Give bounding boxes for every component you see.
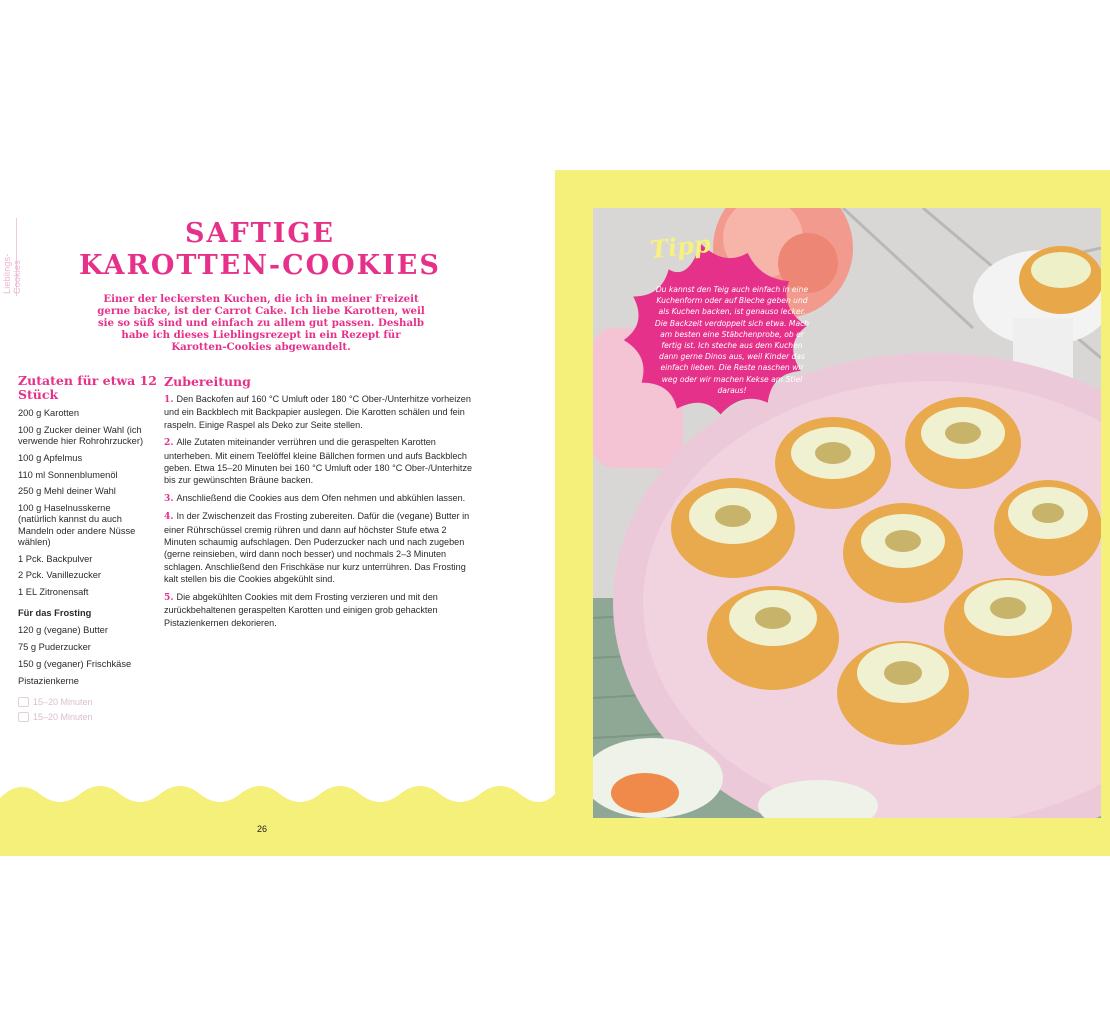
ingredient-item: 100 g Zucker deiner Wahl (ich verwende hier Rohrohrzucker) [18, 424, 144, 446]
yellow-wave-border [0, 778, 555, 856]
ingredient-item: 100 g Haselnusskerne (natürlich kannst du auch Mandeln oder andere Nüsse wählen) [18, 503, 136, 547]
frosting-heading: Für das Frosting [18, 608, 92, 619]
tip-label: Tipp [648, 228, 712, 265]
preparation-steps [164, 393, 476, 634]
recipe-title-line1: SAFTIGE [185, 218, 335, 249]
frosting-item: 75 g Puderzucker [18, 641, 91, 652]
recipe-title [60, 218, 460, 282]
whisk-icon [18, 697, 29, 707]
step-item [164, 591, 476, 629]
ingredient-item: 1 Pck. Backpulver [18, 553, 93, 564]
bake-time-row [18, 709, 93, 724]
step-item [164, 393, 476, 431]
step-text: Die abgekühlten Cookies mit dem Frosting verzieren und mit den zurückbehaltenen geraspelten Karotten und einigen grob gehackten Pistazienkernen dekorieren. [164, 591, 438, 628]
step-text: Den Backofen auf 160 °C Umluft oder 180 °C Ober-/Unterhitze vorheizen und ein Backblech mit Backpapier auslegen. Die Karotten schälen und fein raspeln. Einige Raspel als Deko zur Seite stellen. [164, 394, 471, 430]
side-tab-label: Lieblings-Cookies [2, 253, 22, 294]
ingredients-list [18, 408, 146, 692]
ingredients-heading: Zutaten für etwa 12 Stück [18, 373, 157, 402]
ingredient-item: 110 ml Sonnenblumenöl [18, 469, 118, 480]
step-number: 1. [164, 394, 174, 405]
step-item [164, 492, 476, 505]
ingredient-item: 2 Pck. Vanillezucker [18, 570, 102, 581]
preparation-heading: Zubereitung [164, 374, 251, 389]
step-text: Anschließend die Cookies aus dem Ofen nehmen und abkühlen lassen. [176, 492, 466, 503]
step-text: In der Zwischenzeit das Frosting zubereiten. Dafür die (vegane) Butter in einer Rührschüssel cremig rühren und dann auf höchster Stufe etwa 2 Minuten schaumig aufschlagen. Den Puderzucker nach und nach zugeben (gerne reinsieben, wird dann noch besser) und nochmals 2–3 Minuten schlagen. Anschließend den Frischkäse nur kurz unterrühren. Das Frosting kalt stellen bis die Cookies abgekühlt sind. [164, 511, 470, 585]
ingredient-item: 250 g Mehl deiner Wahl [18, 486, 116, 497]
right-page [555, 170, 1110, 856]
step-text: Alle Zutaten miteinander verrühren und die geraspelten Karotten unterheben. Mit einem Teelöffel kleine Bällchen formen und aufs Backblech geben. Etwa 15–20 Minuten bei 160 °C Umluft oder 180 °C Ober-/Unterhitze bis zur gewünschten Bräune backen. [164, 437, 473, 486]
book-spread [0, 170, 1110, 856]
step-number: 4. [164, 511, 174, 523]
frosting-item: Pistazienkerne [18, 675, 79, 686]
step-item [164, 510, 476, 585]
prep-time-row [18, 694, 93, 709]
frosting-item: 120 g (vegane) Butter [18, 625, 108, 636]
prep-time: 15–20 Minuten [33, 696, 93, 707]
oven-icon [18, 712, 29, 722]
step-number: 5. [164, 591, 174, 603]
ingredient-item: 100 g Apfelmus [18, 452, 83, 463]
ingredient-item: 200 g Karotten [18, 408, 79, 418]
ingredient-item: 1 EL Zitronensaft [18, 587, 89, 598]
page-number: 26 [256, 824, 267, 834]
time-info [18, 694, 93, 724]
step-item [164, 436, 476, 487]
frosting-item: 150 g (veganer) Frischkäse [18, 658, 132, 669]
tip-text: Du kannst den Teig auch einfach in eine Kuchenform oder auf Bleche geben und als Kuchen backen, ist genauso lecker. Die Backzeit verdoppelt sich etwa. Mach am besten eine Stäbchenprobe, ob er fertig ist. Ich steche aus dem Kuchen dann gerne Dinos aus, weil Kinder das einfach lieben. Die Reste naschen wir weg oder wir machen Kekse am Stiel daraus! [654, 285, 810, 395]
recipe-intro: Einer der leckersten Kuchen, die ich in meiner Freizeit gerne backe, ist der Carrot Cake. Ich liebe Karotten, weil sie so süß sind und einfach zu allem gut passen. Deshalb habe ich dieses Lieblingsrezept in ein Rezept für Karotten-Cookies abgewandelt. [97, 293, 425, 353]
step-number: 2. [164, 437, 174, 449]
bake-time: 15–20 Minuten [33, 711, 93, 722]
recipe-title-line2: KAROTTEN-COOKIES [79, 250, 441, 281]
step-number: 3. [164, 492, 174, 504]
left-page [0, 170, 555, 856]
